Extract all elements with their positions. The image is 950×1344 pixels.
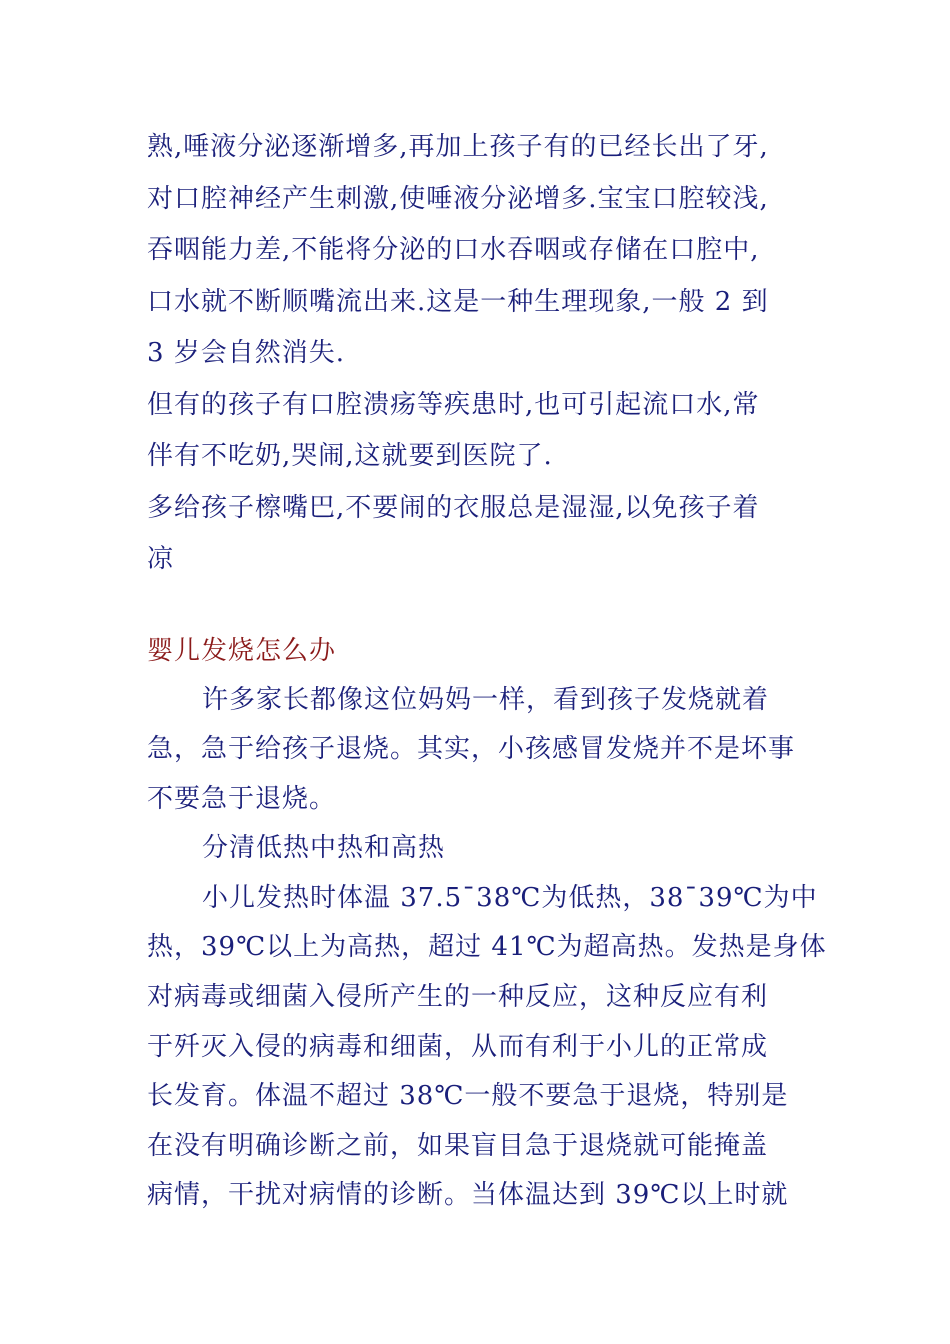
text-line: 长发育。体温不超过 38℃一般不要急于退烧，特别是 — [147, 1081, 789, 1112]
text-line: 于歼灭入侵的病毒和细菌，从而有利于小儿的正常成 — [147, 1031, 769, 1062]
text-line: 小儿发热时体温 37.5¯38℃为低热，38¯39℃为中 — [202, 882, 818, 913]
text-line: 3 岁会自然消失. — [147, 338, 346, 368]
text-line: 病情，干扰对病情的诊断。当体温达到 39℃以上时就 — [147, 1180, 789, 1211]
text-line: 对病毒或细菌入侵所产生的一种反应，这种反应有利 — [147, 982, 769, 1013]
text-line: 凉 — [147, 544, 175, 574]
text-line: 伴有不吃奶,哭闹,这就要到医院了. — [147, 441, 553, 471]
text-line: 口水就不断顺嘴流出来.这是一种生理现象,一般 2 到 — [147, 286, 769, 317]
section-fever — [147, 676, 827, 1222]
subheading: 分清低热中热和高热 — [202, 833, 446, 864]
document-page — [147, 122, 827, 1221]
text-line: 吞咽能力差,不能将分泌的口水吞咽或存储在口腔中, — [147, 235, 760, 265]
section-drooling — [147, 122, 827, 586]
text-line: 熟,唾液分泌逐渐增多,再加上孩子有的已经长出了牙, — [147, 132, 769, 162]
text-line: 不要急于退烧。 — [147, 783, 337, 814]
text-line: 在没有明确诊断之前，如果盲目急于退烧就可能掩盖 — [147, 1130, 769, 1161]
section-spacer — [147, 586, 827, 626]
section-heading: 婴儿发烧怎么办 — [147, 635, 337, 666]
text-line: 热，39℃以上为高热，超过 41℃为超高热。发热是身体 — [147, 932, 827, 963]
text-line: 急，急于给孩子退烧。其实，小孩感冒发烧并不是坏事 — [147, 734, 796, 765]
text-line: 许多家长都像这位妈妈一样，看到孩子发烧就着 — [202, 684, 770, 715]
text-line: 但有的孩子有口腔溃疡等疾患时,也可引起流口水,常 — [147, 389, 760, 420]
text-line: 对口腔神经产生刺激,使唾液分泌增多.宝宝口腔较浅, — [147, 183, 769, 214]
text-line: 多给孩子檫嘴巴,不要闹的衣服总是湿湿,以免孩子着 — [147, 492, 760, 523]
